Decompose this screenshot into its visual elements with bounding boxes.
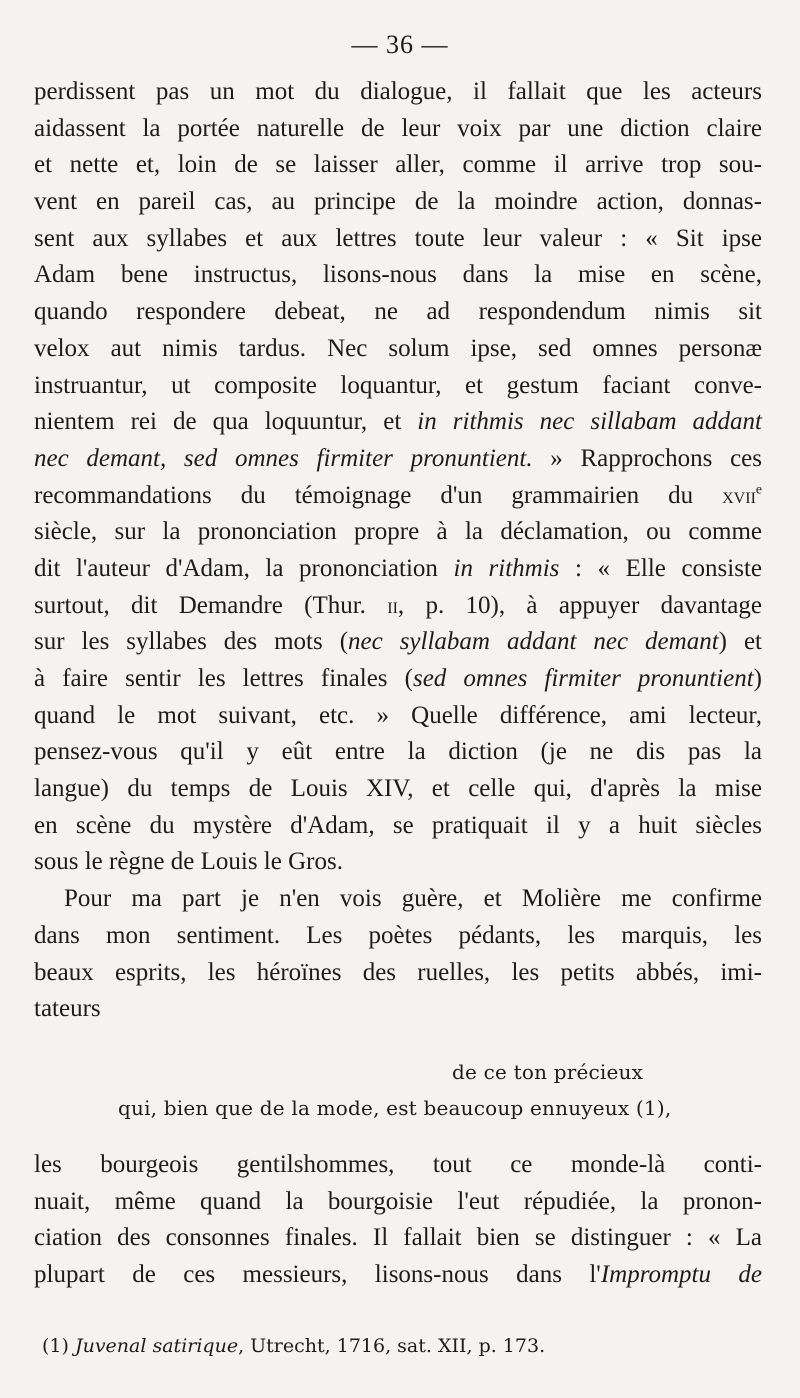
text-line (34, 551, 762, 588)
text-run: Pour ma part je n'en vois guère, et Molière me confirme (64, 885, 762, 913)
text-run: Adam bene instructus, lisons-nous dans la mise en scène, (34, 261, 762, 289)
paragraph-1 (34, 74, 762, 881)
verse-quote-line-1: de ce ton précieux (452, 1060, 644, 1084)
text-line (34, 844, 762, 881)
footnote (42, 1335, 545, 1357)
text-run: sent aux syllabes et aux lettres toute leur valeur : « Sit ipse (34, 224, 762, 252)
text-run: pensez-vous qu'il y eût entre la diction (je ne dis pas la (34, 738, 762, 766)
text-line (34, 257, 762, 294)
verse-quote-line-2: qui, bien que de la mode, est beaucoup ennuyeux (1), (118, 1096, 672, 1120)
text-run: surtout, dit Demandre (Thur. (34, 591, 388, 619)
text-line (34, 441, 762, 478)
footnote-citation: , Utrecht, 1716, sat. XII, p. 173. (238, 1335, 546, 1357)
text-run: plupart de ces messieurs, lisons-nous dans l' (34, 1261, 601, 1289)
italic-text: sed omnes firmiter pronuntient (412, 665, 754, 692)
text-run: , p. 10), à appuyer davantage (397, 591, 762, 619)
text-run: » Rapprochons ces (532, 444, 762, 472)
text-line (34, 881, 762, 918)
text-run: xvii (722, 482, 756, 508)
text-line (34, 404, 762, 441)
text-run: sur les syllabes des mots ( (34, 628, 349, 656)
footnote-marker: (1) (42, 1335, 69, 1357)
text-line (34, 734, 762, 771)
superscript: e (755, 480, 762, 496)
text-run: dit l'auteur d'Adam, la prononciation (34, 554, 454, 582)
paragraph-main (34, 74, 762, 1028)
text-run: ) (753, 665, 762, 692)
text-run: tateurs (34, 995, 101, 1023)
text-run: quando respondere debeat, ne ad respondendum nimis sit (34, 298, 762, 326)
text-run: langue) du temps de Louis XIV, et celle qui, d'après la mise (34, 775, 762, 803)
text-run: nientem rei de qua loquuntur, et (34, 408, 418, 436)
text-line (34, 331, 762, 368)
text-line (34, 294, 762, 331)
text-line (34, 111, 762, 148)
text-line (34, 147, 762, 184)
text-run: ) et (718, 628, 763, 656)
text-run: vent en pareil cas, au principe de la moindre action, donnas- (34, 188, 762, 216)
paragraph-3 (34, 1147, 762, 1294)
text-line (34, 698, 762, 735)
text-run: recommandations du témoignage d'un grammairien du (34, 481, 723, 509)
text-line (34, 221, 762, 258)
italic-text: Impromptu de (600, 1261, 762, 1289)
text-line (34, 1147, 762, 1184)
italic-text: nec demant, sed omnes firmiter pronuntient. (34, 444, 533, 472)
text-line (34, 478, 762, 515)
text-run: aidassent la portée naturelle de leur voix par une diction claire (34, 114, 762, 142)
text-run: : « Elle consiste (559, 554, 762, 582)
text-line (34, 588, 762, 625)
text-run: à faire sentir les lettres finales ( (34, 665, 413, 692)
text-run: perdissent pas un mot du dialogue, il fallait que les acteurs (34, 78, 762, 105)
text-run: beaux esprits, les héroïnes des ruelles, les petits abbés, imi- (34, 958, 762, 986)
text-line (34, 1220, 762, 1257)
text-run: velox aut nimis tardus. Nec solum ipse, sed omnes personæ (34, 334, 762, 362)
text-line (34, 1184, 762, 1221)
text-line (34, 991, 762, 1028)
text-line (34, 808, 762, 845)
text-run: siècle, sur la prononciation propre à la déclamation, ou comme (34, 518, 762, 546)
page-number: — 36 — (351, 30, 449, 59)
paragraph-3-lines (34, 1147, 762, 1294)
text-run: en scène du mystère d'Adam, se pratiquait il y a huit siècles (34, 811, 762, 839)
paragraph-2 (34, 881, 762, 1028)
footnote-title: Juvenal satirique (74, 1335, 239, 1357)
text-line (34, 918, 762, 955)
italic-text: in rithmis nec sillabam addant (417, 408, 762, 436)
text-line (34, 955, 762, 992)
italic-text: in rithmis (453, 554, 560, 582)
text-run: les bourgeois gentilshommes, tout ce monde-là conti- (34, 1151, 762, 1178)
text-run: instruantur, ut composite loquantur, et gestum faciant conve- (34, 371, 762, 399)
text-run: nuait, même quand la bourgoisie l'eut répudiée, la pronon- (34, 1187, 762, 1215)
text-line (34, 771, 762, 808)
text-line (34, 368, 762, 405)
text-line (34, 74, 762, 111)
italic-text: nec syllabam addant nec demant (348, 628, 719, 656)
text-line (34, 1257, 762, 1294)
text-line (34, 661, 762, 698)
text-line (34, 624, 762, 661)
text-run: dans mon sentiment. Les poètes pédants, les marquis, les (34, 921, 762, 949)
text-run: ii (387, 592, 398, 618)
text-line (34, 514, 762, 551)
text-run: ciation des consonnes finales. Il fallait bien se distinguer : « La (34, 1224, 762, 1252)
text-run: quand le mot suivant, etc. » Quelle différence, ami lecteur, (34, 701, 762, 729)
text-run: et nette et, loin de se laisser aller, comme il arrive trop sou- (34, 151, 762, 179)
text-line (34, 184, 762, 221)
text-run: sous le règne de Louis le Gros. (34, 848, 343, 876)
